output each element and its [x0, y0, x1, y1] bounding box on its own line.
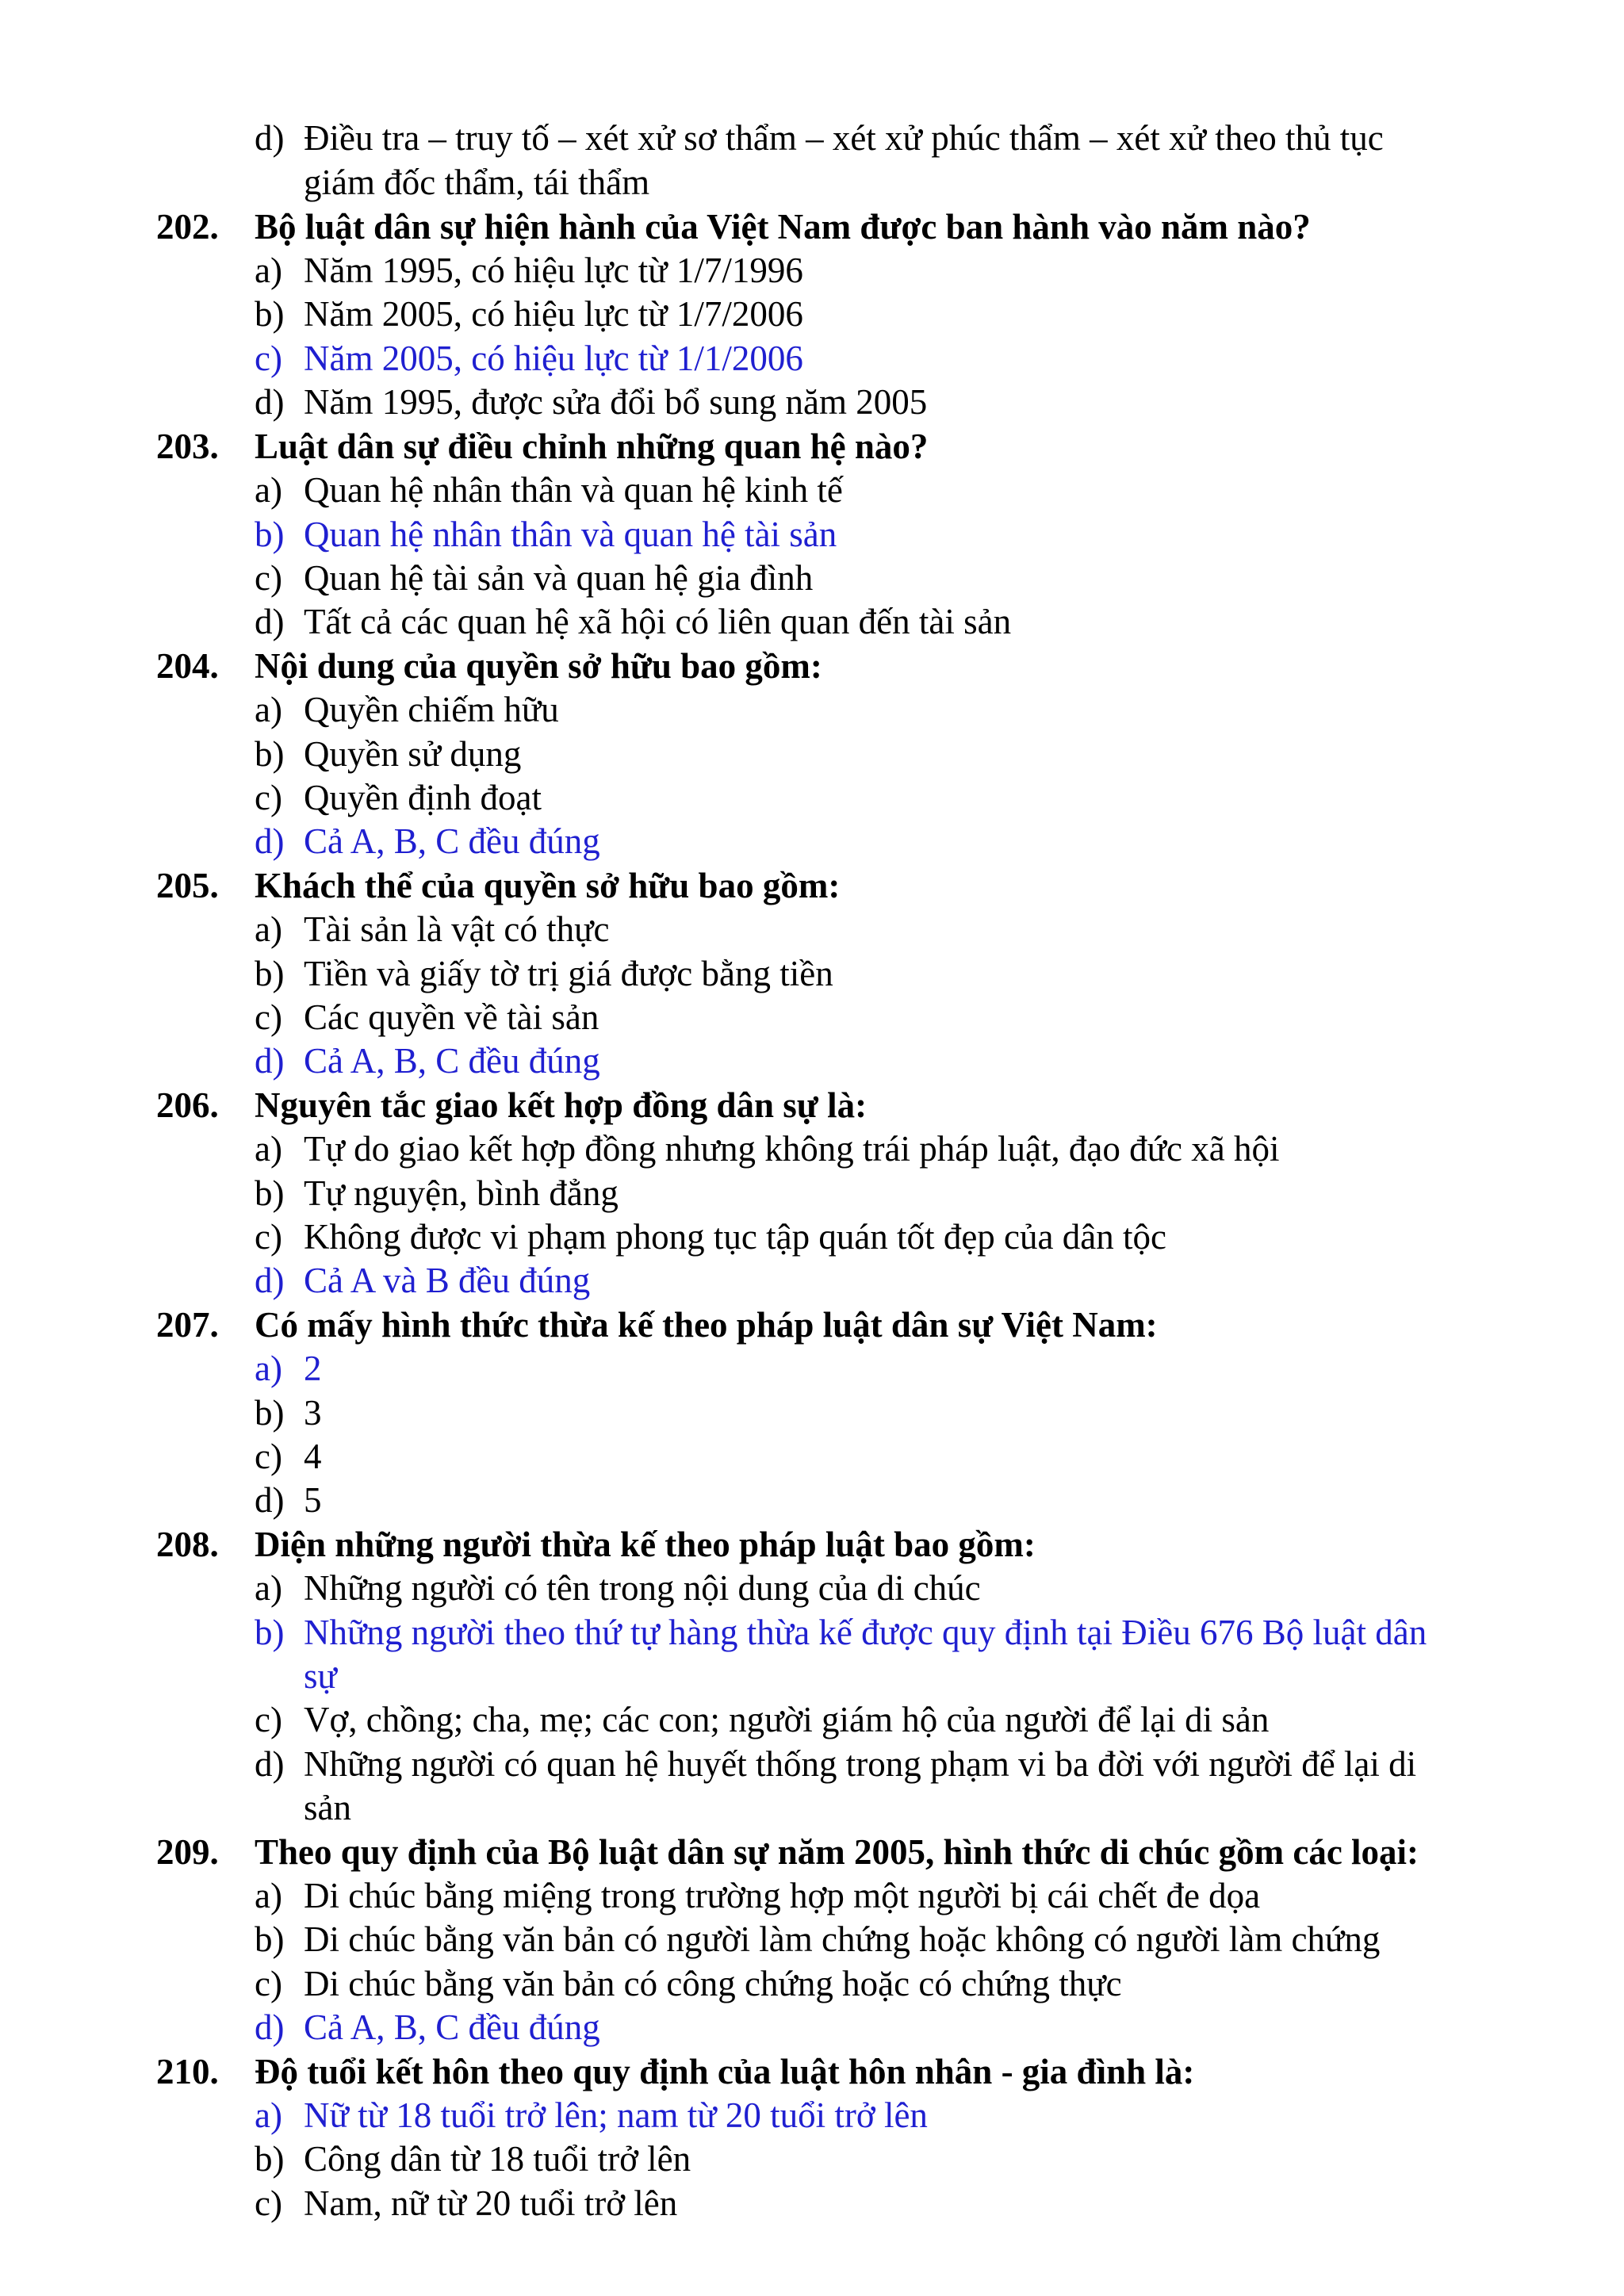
option-209-a: a) Di chúc bằng miệng trong trường hợp một người bị cái chết đe dọa: [255, 1876, 1261, 1915]
option-205-c: c) Các quyền về tài sản: [255, 997, 599, 1037]
option-207-b: b) 3: [255, 1393, 322, 1433]
question-205: 205. Khách thể của quyền sở hữu bao gồm:: [156, 866, 841, 905]
question-204: 204. Nội dung của quyền sở hữu bao gồm:: [156, 646, 822, 686]
option-210-c: c) Nam, nữ từ 20 tuổi trở lên: [255, 2183, 678, 2223]
option-207-c: c) 4: [255, 1437, 322, 1476]
question-202: 202. Bộ luật dân sự hiện hành của Việt Nam được ban hành vào năm nào?: [156, 207, 1311, 247]
option-201-d: d) Điều tra – truy tố – xét xử sơ thẩm – xét xử phúc thẩm – xét xử theo thủ tục: [255, 118, 1384, 158]
option-203-d: d) Tất cả các quan hệ xã hội có liên quan đến tài sản: [255, 602, 1012, 641]
option-207-d: d) 5: [255, 1480, 322, 1520]
option-202-a: a) Năm 1995, có hiệu lực từ 1/7/1996: [255, 251, 803, 290]
option-209-c: c) Di chúc bằng văn bản có công chứng hoặc có chứng thực: [255, 1964, 1122, 2003]
option-208-b-continued: sự: [304, 1656, 337, 1696]
option-206-b: b) Tự nguyện, bình đẳng: [255, 1173, 619, 1213]
option-208-c: c) Vợ, chồng; cha, mẹ; các con; người giám hộ của người để lại di sản: [255, 1700, 1270, 1739]
option-204-d-correct: d) Cả A, B, C đều đúng: [255, 821, 600, 861]
option-202-b: b) Năm 2005, có hiệu lực từ 1/7/2006: [255, 294, 803, 334]
option-207-a-correct: a) 2: [255, 1349, 322, 1388]
option-206-d-correct: d) Cả A và B đều đúng: [255, 1261, 591, 1300]
option-208-d: d) Những người có quan hệ huyết thống trong phạm vi ba đời với người để lại di: [255, 1744, 1417, 1784]
question-207: 207. Có mấy hình thức thừa kế theo pháp luật dân sự Việt Nam:: [156, 1305, 1158, 1345]
option-206-a: a) Tự do giao kết hợp đồng nhưng không trái pháp luật, đạo đức xã hội: [255, 1129, 1280, 1169]
option-208-b-correct: b) Những người theo thứ tự hàng thừa kế được quy định tại Điều 676 Bộ luật dân: [255, 1613, 1427, 1652]
question-208: 208. Diện những người thừa kế theo pháp luật bao gồm:: [156, 1525, 1036, 1564]
option-203-c: c) Quan hệ tài sản và quan hệ gia đình: [255, 558, 814, 598]
option-204-c: c) Quyền định đoạt: [255, 778, 542, 817]
option-208-a: a) Những người có tên trong nội dung của di chúc: [255, 1568, 981, 1608]
option-208-d-continued: sản: [304, 1788, 351, 1827]
question-206: 206. Nguyên tắc giao kết hợp đồng dân sự là:: [156, 1085, 868, 1125]
option-205-a: a) Tài sản là vật có thực: [255, 909, 610, 949]
option-204-a: a) Quyền chiếm hữu: [255, 690, 559, 729]
question-210: 210. Độ tuổi kết hôn theo quy định của luật hôn nhân - gia đình là:: [156, 2052, 1195, 2091]
option-206-c: c) Không được vi phạm phong tục tập quán tốt đẹp của dân tộc: [255, 1217, 1166, 1257]
question-203: 203. Luật dân sự điều chỉnh những quan hệ nào?: [156, 427, 929, 466]
option-205-b: b) Tiền và giấy tờ trị giá được bằng tiền: [255, 954, 833, 993]
option-204-b: b) Quyền sử dụng: [255, 734, 522, 774]
option-202-d: d) Năm 1995, được sửa đổi bổ sung năm 2005: [255, 382, 928, 422]
question-209: 209. Theo quy định của Bộ luật dân sự năm 2005, hình thức di chúc gồm các loại:: [156, 1832, 1419, 1872]
option-203-b-correct: b) Quan hệ nhân thân và quan hệ tài sản: [255, 515, 837, 554]
option-210-a-correct: a) Nữ từ 18 tuổi trở lên; nam từ 20 tuổi trở lên: [255, 2095, 928, 2135]
option-203-a: a) Quan hệ nhân thân và quan hệ kinh tế: [255, 470, 843, 510]
option-201-d-continued: giám đốc thẩm, tái thẩm: [304, 163, 650, 202]
option-209-b: b) Di chúc bằng văn bản có người làm chứng hoặc không có người làm chứng: [255, 1919, 1381, 1959]
option-205-d-correct: d) Cả A, B, C đều đúng: [255, 1041, 600, 1081]
option-202-c-correct: c) Năm 2005, có hiệu lực từ 1/1/2006: [255, 339, 803, 378]
option-209-d-correct: d) Cả A, B, C đều đúng: [255, 2007, 600, 2047]
option-210-b: b) Công dân từ 18 tuổi trở lên: [255, 2139, 691, 2179]
